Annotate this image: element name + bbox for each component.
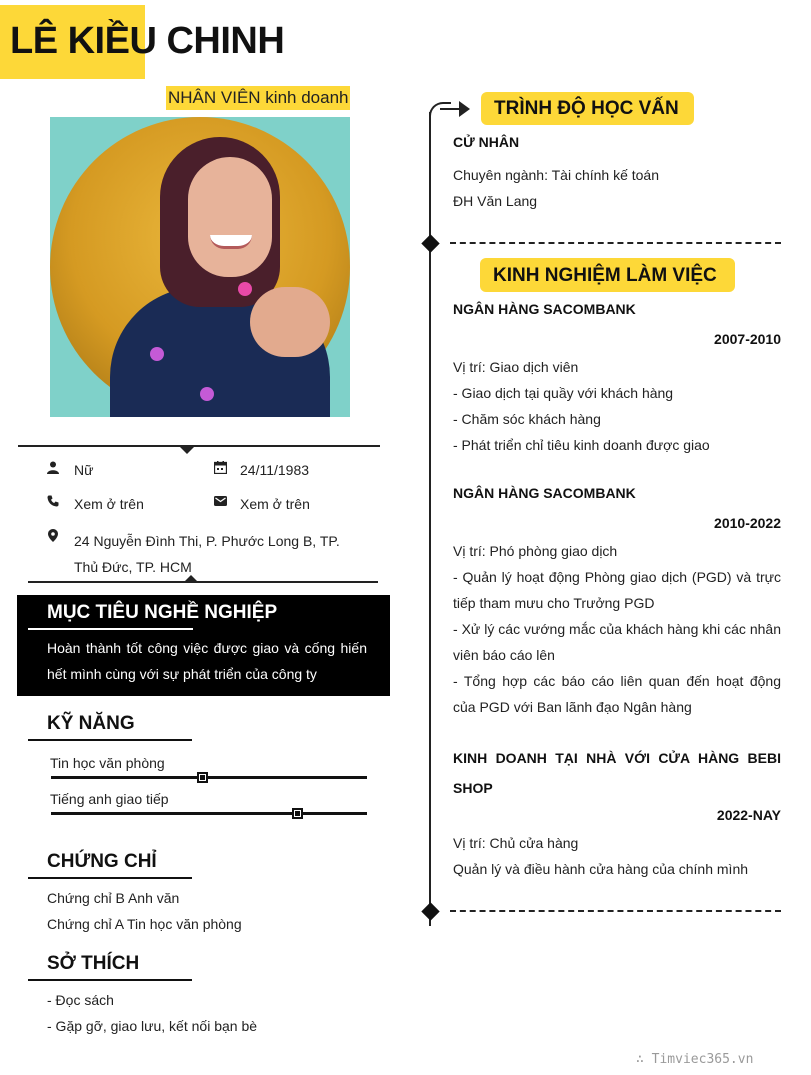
timeline-diamond bbox=[421, 902, 439, 920]
contact-divider-bottom bbox=[28, 581, 378, 583]
job-line: Vị trí: Giao dịch viên bbox=[453, 359, 579, 375]
phone-value: Xem ở trên bbox=[74, 496, 144, 512]
hobbies-underline bbox=[28, 979, 192, 981]
photo-flower bbox=[238, 282, 252, 296]
job-company: NGÂN HÀNG SACOMBANK bbox=[453, 301, 636, 317]
objective-underline bbox=[28, 628, 193, 630]
section-divider-dashed bbox=[450, 910, 781, 912]
gender-value: Nữ bbox=[74, 462, 94, 478]
skill-bar bbox=[51, 812, 367, 815]
photo-hand bbox=[250, 287, 330, 357]
hobbies-title: SỞ THÍCH bbox=[47, 953, 140, 974]
objective-text: Hoàn thành tốt công việc được giao và cống hiến hết mình cùng với sự phát triển của công ty bbox=[47, 640, 367, 682]
watermark-text: ∴ Timviec365.vn bbox=[636, 1052, 754, 1067]
certificate-item: Chứng chỉ B Anh văn bbox=[47, 890, 180, 906]
job-company: KINH DOANH TẠI NHÀ VỚI CỬA HÀNG BEBI SHOP bbox=[453, 750, 781, 796]
section-divider-dashed bbox=[450, 242, 781, 244]
certificates-underline bbox=[28, 877, 192, 879]
skill-bar bbox=[51, 776, 367, 779]
education-title: TRÌNH ĐỘ HỌC VẤN bbox=[494, 98, 679, 119]
phone-icon bbox=[46, 495, 60, 509]
job-line: - Xử lý các vướng mắc của khách hàng khi các nhân viên báo cáo lên bbox=[453, 621, 781, 663]
job-line: - Phát triển chỉ tiêu kinh doanh được giao bbox=[453, 437, 710, 453]
photo-flower bbox=[150, 347, 164, 361]
map-marker-icon bbox=[46, 529, 60, 543]
arrow-right-icon bbox=[459, 101, 470, 117]
job-period: 2010-2022 bbox=[714, 515, 781, 531]
contact-divider-top bbox=[18, 445, 380, 447]
birthday-value: 24/11/1983 bbox=[240, 462, 310, 478]
candidate-name: LÊ KIỀU CHINH bbox=[10, 20, 285, 62]
hobby-item: - Đọc sách bbox=[47, 992, 114, 1008]
skill-level-knob bbox=[292, 808, 303, 819]
certificate-item: Chứng chỉ A Tin học văn phòng bbox=[47, 916, 242, 932]
skill-label: Tiếng anh giao tiếp bbox=[50, 791, 169, 807]
education-degree: CỬ NHÂN bbox=[453, 134, 520, 150]
address-value: 24 Nguyễn Đình Thi, P. Phước Long B, TP. Thủ Đức, TP. HCM bbox=[74, 533, 340, 575]
divider-pointer-up bbox=[183, 575, 199, 583]
job-line: Quản lý và điều hành cửa hàng của chính mình bbox=[453, 861, 749, 877]
career-objective-section bbox=[17, 595, 390, 696]
job-line: - Chăm sóc khách hàng bbox=[453, 411, 601, 427]
certificates-title: CHỨNG CHỈ bbox=[47, 851, 157, 872]
calendar-icon bbox=[213, 461, 227, 475]
photo-face bbox=[188, 157, 272, 277]
photo-flower bbox=[200, 387, 214, 401]
education-school: ĐH Văn Lang bbox=[453, 193, 538, 209]
user-icon bbox=[46, 461, 60, 475]
job-line: - Giao dịch tại quầy với khách hàng bbox=[453, 385, 674, 401]
envelope-icon bbox=[213, 495, 227, 509]
job-line: - Quản lý hoạt động Phòng giao dịch (PGD) và trực tiếp tham mưu cho Trưởng PGD bbox=[453, 569, 781, 611]
email-value: Xem ở trên bbox=[240, 496, 310, 512]
timeline-diamond bbox=[421, 234, 439, 252]
job-line: Vị trí: Chủ cửa hàng bbox=[453, 835, 579, 851]
job-period: 2022-NAY bbox=[716, 807, 781, 823]
profile-photo bbox=[50, 117, 350, 417]
job-line: Vị trí: Phó phòng giao dịch bbox=[453, 543, 618, 559]
skill-level-knob bbox=[197, 772, 208, 783]
objective-title: MỤC TIÊU NGHỀ NGHIỆP bbox=[47, 602, 278, 623]
skill-label: Tin học văn phòng bbox=[50, 755, 165, 771]
hobby-item: - Gặp gỡ, giao lưu, kết nối bạn bè bbox=[47, 1018, 258, 1034]
education-major: Chuyên ngành: Tài chính kế toán bbox=[453, 167, 660, 183]
skills-underline bbox=[28, 739, 192, 741]
job-title: NHÂN VIÊN kinh doanh bbox=[166, 86, 350, 110]
divider-pointer-down bbox=[179, 446, 195, 454]
job-period: 2007-2010 bbox=[714, 331, 781, 347]
job-line: - Tổng hợp các báo cáo liên quan đến hoạt động của PGD với Ban lãnh đạo Ngân hàng bbox=[453, 673, 781, 715]
skills-title: KỸ NĂNG bbox=[47, 713, 135, 734]
job-company: NGÂN HÀNG SACOMBANK bbox=[453, 485, 636, 501]
experience-title: KINH NGHIỆM LÀM VIỆC bbox=[493, 265, 717, 286]
timeline-curve bbox=[429, 102, 451, 124]
